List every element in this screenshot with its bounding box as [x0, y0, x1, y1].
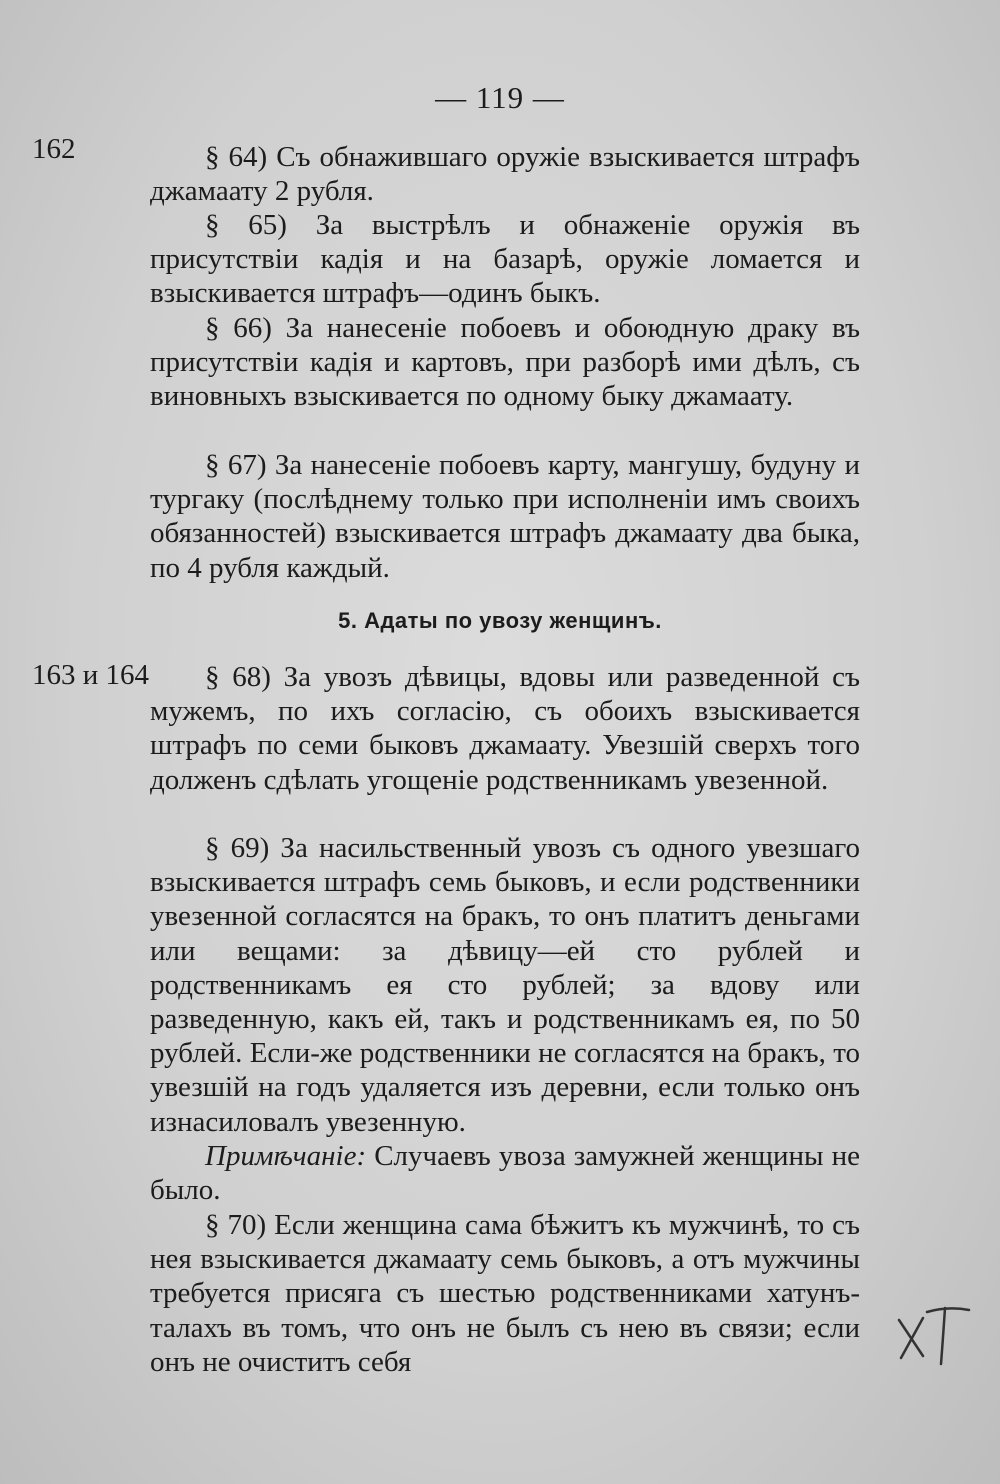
- note-paragraph: [150, 1139, 860, 1207]
- note-text: Случаевъ увоза замужней женщины не было.: [150, 1140, 860, 1207]
- paragraph-64: § 64) Съ обнажившаго оружіе взыскивается штрафъ джамаату 2 рубля.: [150, 141, 860, 208]
- note-label: Примѣчаніе:: [205, 1140, 367, 1172]
- paragraph-69: § 69) За насильственный увозъ съ одного увезшаго взыскивается штрафъ семь быковъ, и если родственники увезенной согласятся на бракъ, то онъ платитъ деньгами или вещами: за дѣвицу—ей сто рублей и родственникамъ ея сто рублей; за вдову или разведенную, какъ ей, такъ и родственникамъ ея, по 50 рублей. Если-же родственники не согласятся на бракъ, то увезшій на годъ удаляется изъ деревни, если только онъ изнасиловалъ увезенную.: [150, 832, 860, 1138]
- paragraph-70: § 70) Если женщина сама бѣжитъ къ мужчинѣ, то съ нея взыскивается джамаату семь быковъ, а отъ мужчины требуется присяга съ шестью родственниками хатунъ-талахъ въ томъ, что онъ не былъ съ нею въ связи; если онъ не очиститъ себя: [150, 1209, 860, 1378]
- section-heading: 5. Адаты по увозу женщинъ.: [338, 608, 662, 633]
- paragraph-65: § 65) За выстрѣлъ и обнаженіе оружія въ присутствіи кадія и на базарѣ, оружіе ломается и взыскивается штрафъ—одинъ быкъ.: [150, 209, 860, 310]
- margin-note-163-164: 163 и 164: [32, 659, 150, 691]
- handwritten-mark-xt: [893, 1298, 973, 1368]
- page-number: — 119 —: [435, 80, 565, 115]
- paragraph-66: § 66) За нанесеніе побоевъ и обоюдную драку въ присутствіи кадія и картовъ, при разборѣ ими дѣлъ, съ виновныхъ взыскивается по одному быку джамаату.: [150, 312, 860, 413]
- margin-note-162: 162: [32, 133, 76, 165]
- paragraph-68: § 68) За увозъ дѣвицы, вдовы или разведенной съ мужемъ, по ихъ согласію, съ обоихъ взыскивается штрафъ по семи быковъ джамаату. Увезшій сверхъ того долженъ сдѣлать угощеніе родственникамъ увезенной.: [150, 661, 860, 796]
- paragraph-67: § 67) За нанесеніе побоевъ карту, мангушу, будуну и тургаку (послѣднему только при исполненіи имъ своихъ обязанностей) взыскивается штрафъ джамаату два быка, по 4 рубля каждый.: [150, 449, 860, 584]
